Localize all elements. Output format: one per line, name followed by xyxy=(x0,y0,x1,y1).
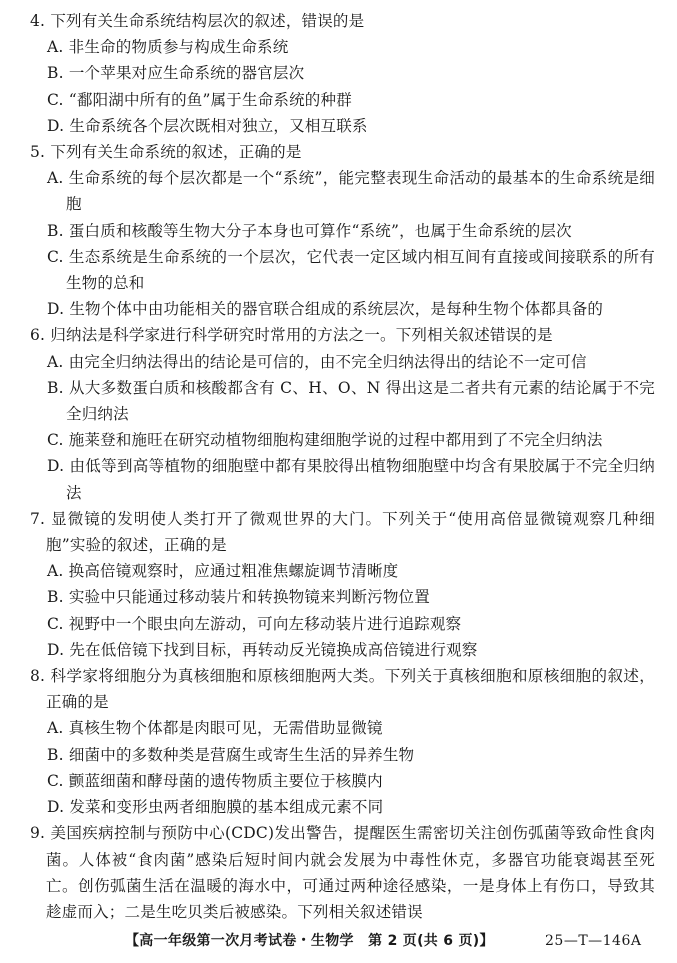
option-text: A. 由完全归纳法得出的结论是可信的，由不完全归纳法得出的结论不一定可信 xyxy=(47,352,587,371)
question-stem: 8. 科学家将细胞分为真核细胞和原核细胞两大类。下列关于真核细胞和原核细胞的叙述，正确的是 xyxy=(30,667,655,712)
question-7 xyxy=(30,506,655,663)
question-stem: 5. 下列有关生命系统的叙述，正确的是 xyxy=(30,143,302,162)
option-text: A. 生命系统的每个层次都是一个“系统”，能完整表现生命活动的最基本的生命系统是细胞 xyxy=(47,169,655,214)
option-d: D. 发菜和变形虫两者细胞膜的基本组成元素不同 xyxy=(47,798,384,817)
question-list xyxy=(30,8,655,925)
question-stem: 6. 归纳法是科学家进行科学研究时常用的方法之一。下列相关叙述错误的是 xyxy=(30,326,553,345)
option-b: B. 细菌中的多数种类是营腐生或寄生生活的异养生物 xyxy=(47,745,415,764)
option-a xyxy=(30,349,655,375)
option-d xyxy=(30,296,655,322)
option-c xyxy=(30,244,655,296)
option-b: B. 一个苹果对应生命系统的器官层次 xyxy=(47,64,305,83)
option-d: D. 先在低倍镜下找到目标，再转动反光镜换成高倍镜进行观察 xyxy=(47,640,478,659)
question-5 xyxy=(30,139,655,322)
option-text: D. 生物个体中由功能相关的器官联合组成的系统层次，是每种生物个体都具备的 xyxy=(47,300,604,319)
option-c: C. 视野中一个眼虫向左游动，可向左移动装片进行追踪观察 xyxy=(47,614,462,633)
option-b xyxy=(30,218,655,244)
option-a: A. 非生命的物质参与构成生命系统 xyxy=(47,38,289,57)
option-d: D. 生命系统各个层次既相对独立，又相互联系 xyxy=(47,116,368,135)
footer-code: 25—T—146A xyxy=(545,933,642,949)
option-a: A. 换高倍镜观察时，应通过粗准焦螺旋调节清晰度 xyxy=(47,562,399,581)
option-d xyxy=(30,453,655,505)
option-text: B. 蛋白质和核酸等生物大分子本身也可算作“系统”，也属于生命系统的层次 xyxy=(47,221,572,240)
question-stem: 4. 下列有关生命系统结构层次的叙述，错误的是 xyxy=(30,12,365,30)
option-text: D. 由低等到高等植物的细胞壁中都有果胶得出植物细胞壁中均含有果胶属于不完全归纳法 xyxy=(47,457,655,502)
option-text: B. 从大多数蛋白质和核酸都含有 C、H、O、N 得出这是二者共有元素的结论属于不完全归纳法 xyxy=(47,378,655,424)
footer-title: 【高一年级第一次月考试卷・生物学 第 2 页(共 6 页)】 xyxy=(125,933,494,949)
option-a xyxy=(30,165,655,217)
option-b: B. 实验中只能通过移动装片和转换物镜来判断污物位置 xyxy=(47,588,430,607)
question-stem: 9. 美国疾病控制与预防中心(CDC)发出警告，提醒医生需密切关注创伤弧菌等致命性食肉菌。人体被“食肉菌”感染后短时间内就会发展为中毒性休克，多器官功能衰竭甚至死亡。创伤弧菌生活在温暖的海水中，可通过两种途径感染，一是身体上有伤口，导致其趁虚而入；二是生吃贝类后被感染。下列相关叙述错误 xyxy=(30,824,655,921)
option-text: C. 施莱登和施旺在研究动植物细胞构建细胞学说的过程中都用到了不完全归纳法 xyxy=(47,431,603,450)
question-stem: 7. 显微镜的发明使人类打开了微观世界的大门。下列关于“使用高倍显微镜观察几种细胞”实验的叙述，正确的是 xyxy=(30,509,655,555)
option-b xyxy=(30,375,655,427)
question-8 xyxy=(30,663,655,820)
option-c: C. “鄱阳湖中所有的鱼”属于生命系统的种群 xyxy=(47,90,352,109)
option-text: C. 生态系统是生命系统的一个层次，它代表一定区域内相互间有直接或间接联系的所有生物的总和 xyxy=(47,247,655,293)
option-c xyxy=(30,427,655,453)
option-a: A. 真核生物个体都是肉眼可见，无需借助显微镜 xyxy=(47,719,383,738)
option-c: C. 颤蓝细菌和酵母菌的遗传物质主要位于核膜内 xyxy=(47,771,383,790)
question-6 xyxy=(30,322,655,505)
question-9 xyxy=(30,820,655,925)
question-4 xyxy=(30,8,655,139)
